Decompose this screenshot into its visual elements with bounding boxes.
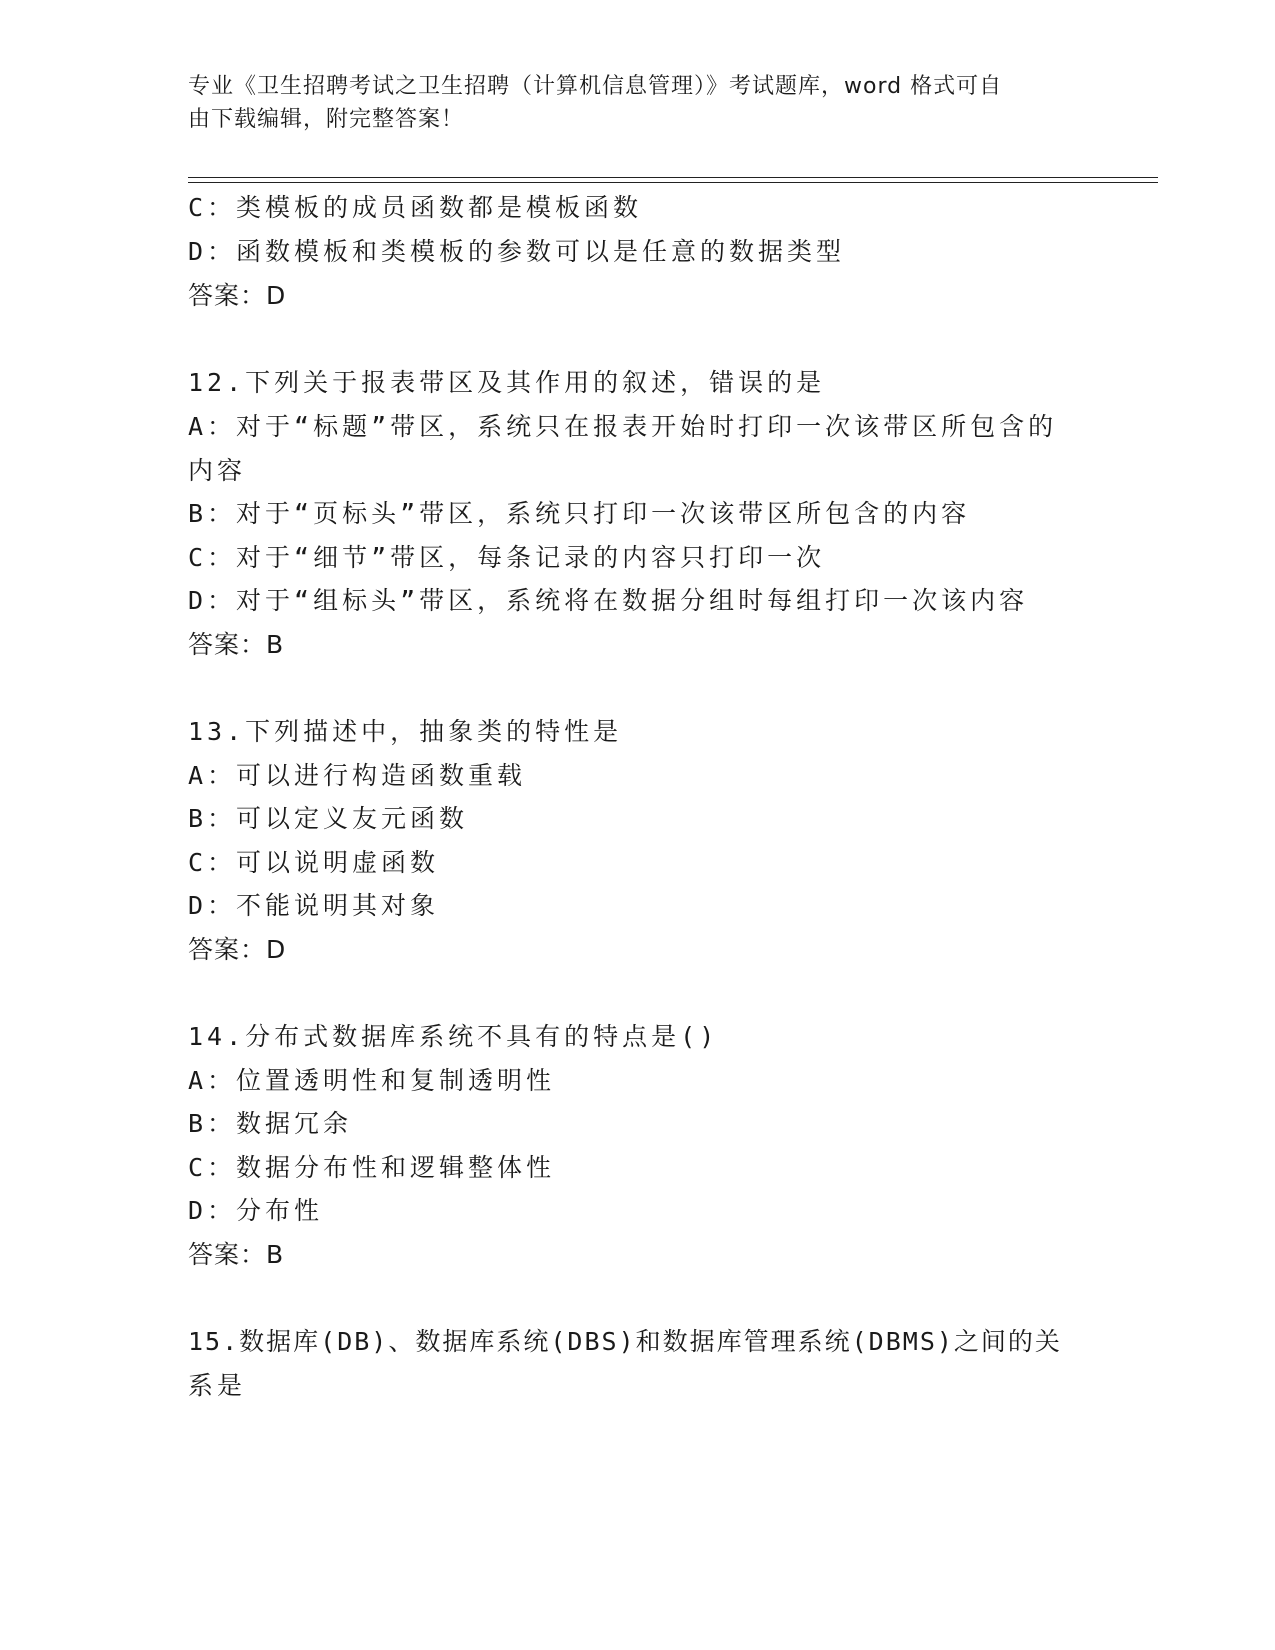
document-header (188, 70, 1088, 136)
question-stem: 13.下列描述中，抽象类的特性是 (188, 717, 623, 746)
option-c: C：类模板的成员函数都是模板函数 (188, 193, 643, 222)
option-d: D：不能说明其对象 (188, 891, 440, 920)
answer: 答案：D (188, 935, 287, 964)
option-b: B：对于“页标头”带区，系统只打印一次该带区所包含的内容 (188, 499, 971, 528)
question-stem: 14.分布式数据库系统不具有的特点是() (188, 1022, 719, 1051)
option-c: C：对于“细节”带区，每条记录的内容只打印一次 (188, 543, 826, 572)
option-a: A：位置透明性和复制透明性 (188, 1066, 556, 1095)
header-divider-bottom (188, 182, 1158, 183)
option-c: C：可以说明虚函数 (188, 848, 440, 877)
option-c: C：数据分布性和逻辑整体性 (188, 1153, 556, 1182)
question-stem: 15.数据库(DB)、数据库系统(DBS)和数据库管理系统(DBMS)之间的关 (188, 1327, 1062, 1356)
option-d: D：分布性 (188, 1196, 324, 1225)
option-a: A：可以进行构造函数重载 (188, 761, 527, 790)
option-b: B：可以定义友元函数 (188, 804, 469, 833)
header-line-1: 专业《卫生招聘考试之卫生招聘（计算机信息管理）》考试题库，word 格式可自 (188, 74, 1003, 99)
option-b: B：数据冗余 (188, 1109, 353, 1138)
answer: 答案：D (188, 281, 287, 310)
question-stem: 12.下列关于报表带区及其作用的叙述，错误的是 (188, 368, 826, 397)
question-stem-continued: 系是 (188, 1371, 247, 1400)
option-a: A：对于“标题”带区，系统只在报表开始时打印一次该带区所包含的 (188, 412, 1058, 441)
answer: 答案：B (188, 630, 285, 659)
answer: 答案：B (188, 1240, 285, 1269)
option-d: D：对于“组标头”带区，系统将在数据分组时每组打印一次该内容 (188, 586, 1029, 615)
header-divider-top (188, 177, 1158, 178)
option-d: D：函数模板和类模板的参数可以是任意的数据类型 (188, 237, 846, 266)
header-line-2: 由下载编辑，附完整答案！ (188, 107, 465, 132)
option-a-continued: 内容 (188, 456, 247, 485)
